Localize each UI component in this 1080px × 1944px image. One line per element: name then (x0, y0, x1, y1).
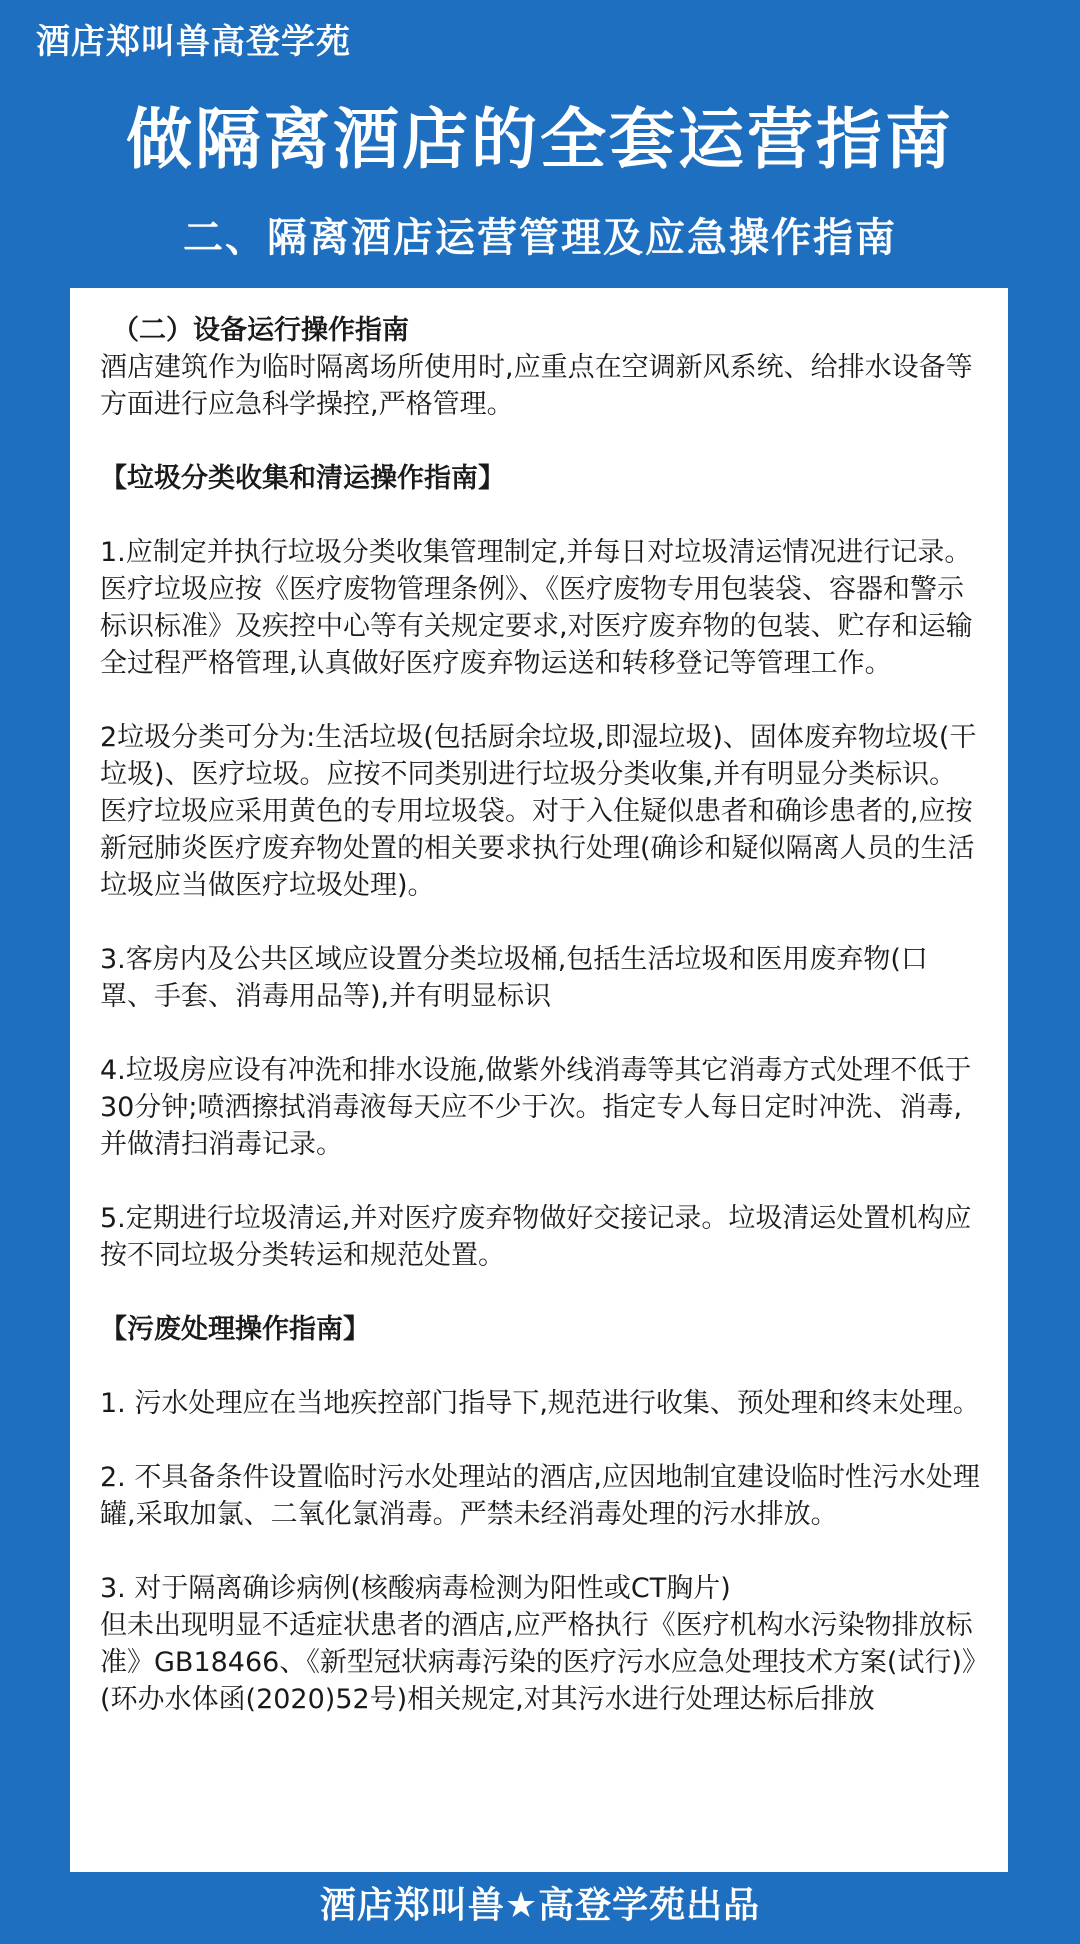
garbage-item-2: 2垃圾分类可分为:生活垃圾(包括厨余垃圾,即湿垃圾)、固体废弃物垃圾(干垃圾)、医疗垃圾。应按不同类别进行垃圾分类收集,并有明显分类标识。医疗垃圾应采用黄色的专用垃圾袋。对于入住疑似患者和确诊患者的,应按新冠肺炎医疗废弃物处置的相关要求执行处理(确诊和疑似隔离人员的生活垃圾应当做医疗垃圾处理)。 (100, 722, 977, 901)
spacer (100, 1533, 980, 1570)
page-subtitle: 二、隔离酒店运营管理及应急操作指南 (183, 215, 897, 261)
sewage-item-3-rest: 但未出现明显不适症状患者的酒店,应严格执行《医疗机构水污染物排放标准》GB18466、《新型冠状病毒污染的医疗污水应急处理技术方案(试行)》(环办水体函(2020)52号)相关规定,对其污水进行处理达标后排放 (100, 1610, 976, 1715)
sewage-item-2: 2. 不具备条件设置临时污水处理站的酒店,应因地制宜建设临时性污水处理罐,采取加氯、二氧化氯消毒。严禁未经消毒处理的污水排放。 (100, 1462, 980, 1530)
content-card (70, 288, 1008, 1872)
spacer (100, 682, 980, 719)
spacer (100, 423, 980, 460)
footer-credit: 酒店郑叫兽★高登学苑出品 (319, 1885, 761, 1926)
sewage-heading: 【污废处理操作指南】 (100, 1314, 370, 1345)
spacer (100, 1015, 980, 1052)
garbage-item-5: 5.定期进行垃圾清运,并对医疗废弃物做好交接记录。垃圾清运处置机构应按不同垃圾分类转运和规范处置。 (100, 1203, 972, 1271)
page-title: 做隔离酒店的全套运营指南 (126, 101, 954, 178)
intro-paragraph: 酒店建筑作为临时隔离场所使用时,应重点在空调新风系统、给排水设备等方面进行应急科学操控,严格管理。 (100, 352, 973, 420)
sewage-item-1: 1. 污水处理应在当地疾控部门指导下,规范进行收集、预处理和终末处理。 (100, 1388, 980, 1419)
garbage-item-1: 1.应制定并执行垃圾分类收集管理制定,并每日对垃圾清运情况进行记录。医疗垃圾应按《医疗废物管理条例》、《医疗废物专用包装袋、容器和警示标识标准》及疾控中心等有关规定要求,对医疗废弃物的包装、贮存和运输全过程严格管理,认真做好医疗废弃物运送和转移登记等管理工作。 (100, 537, 973, 679)
sewage-item-3-line1: 3. 对于隔离确诊病例(核酸病毒检测为阳性或CT胸片) (100, 1573, 731, 1604)
garbage-item-3: 3.客房内及公共区域应设置分类垃圾桶,包括生活垃圾和医用废弃物(口罩、手套、消毒用品等),并有明显标识 (100, 944, 928, 1012)
garbage-item-4: 4.垃圾房应设有冲洗和排水设施,做紫外线消毒等其它消毒方式处理不低于30分钟;喷洒擦拭消毒液每天应不少于次。指定专人每日定时冲洗、消毒,并做清扫消毒记录。 (100, 1055, 972, 1160)
spacer (100, 497, 980, 534)
content-body (100, 312, 980, 1718)
spacer (100, 1422, 980, 1459)
section-title: （二）设备运行操作指南 (112, 315, 409, 346)
spacer (100, 904, 980, 941)
brand-label: 酒店郑叫兽高登学苑 (36, 22, 351, 62)
spacer (100, 1163, 980, 1200)
spacer (100, 1274, 980, 1311)
garbage-heading: 【垃圾分类收集和清运操作指南】 (100, 463, 505, 494)
spacer (100, 1348, 980, 1385)
